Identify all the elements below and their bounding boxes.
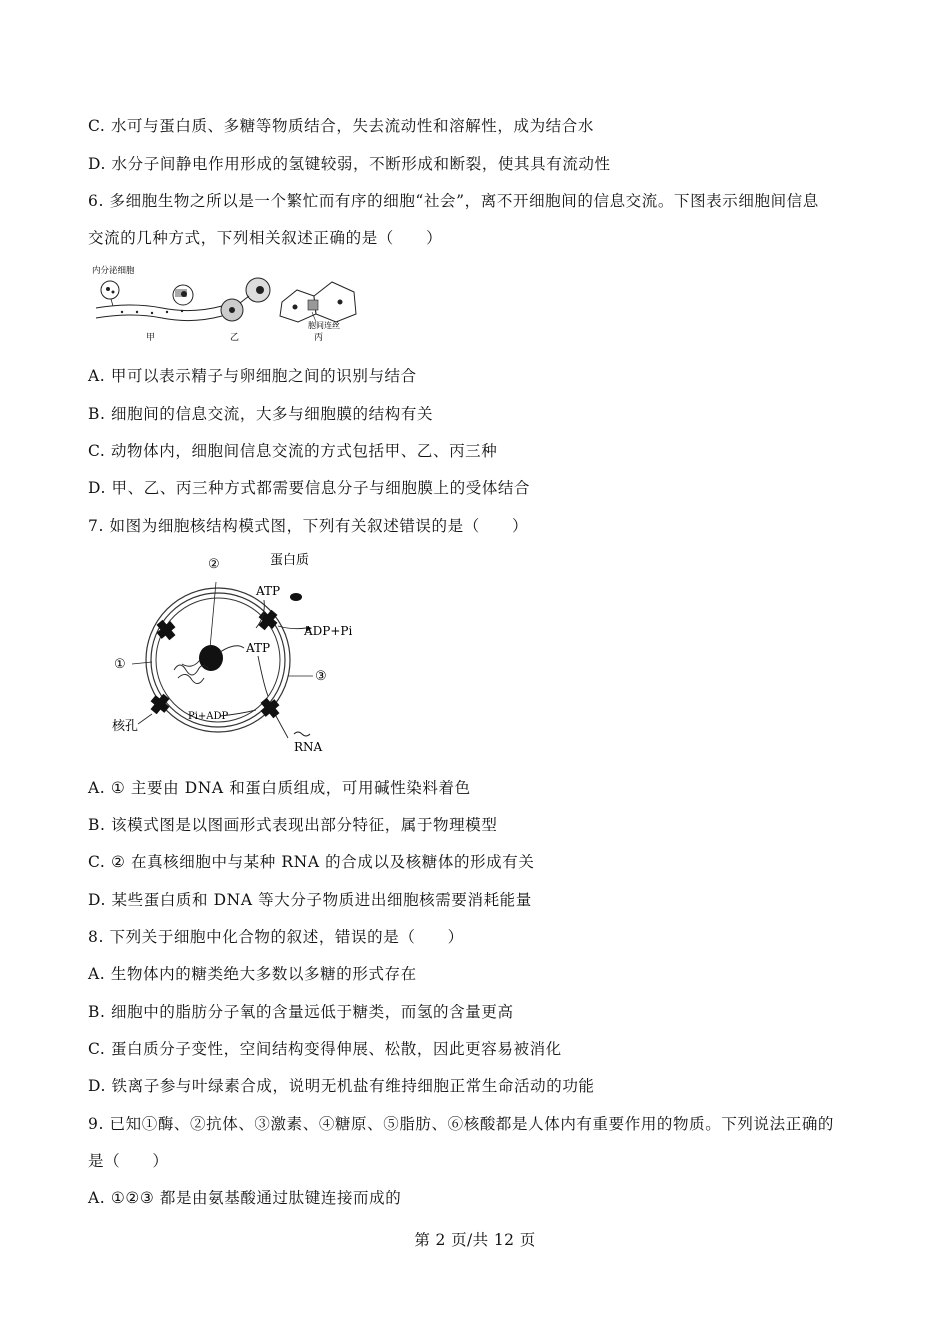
q7-option-b: B. 该模式图是以图画形式表现出部分特征，属于物理模型 (88, 816, 498, 834)
q6-stem-line-2: 交流的几种方式，下列相关叙述正确的是（ ） (88, 229, 443, 247)
marker-1: ① (114, 657, 126, 672)
q6-option-b: B. 细胞间的信息交流，大多与细胞膜的结构有关 (88, 405, 434, 423)
atp-mid-label: ATP (246, 641, 271, 655)
atp-top-label: ATP (256, 584, 281, 598)
label-jia: 甲 (146, 333, 156, 343)
q6-figure (92, 262, 362, 346)
nuclear-pore-label: 核孔 (112, 719, 139, 734)
q8-option-c: C. 蛋白质分子变性，空间结构变得伸展、松散，因此更容易被消化 (88, 1040, 562, 1058)
adp-pi-label: ADP+Pi (304, 624, 353, 638)
endocrine-cell-label: 内分泌细胞 (92, 266, 135, 276)
q8-option-b: B. 细胞中的脂肪分子氧的含量远低于糖类，而氢的含量更高 (88, 1003, 514, 1021)
q7-stem: 7. 如图为细胞核结构模式图，下列有关叙述错误的是（ ） (88, 517, 529, 535)
q9-option-a: A. ①②③ 都是由氨基酸通过肽键连接而成的 (88, 1189, 402, 1207)
nucleolus (199, 645, 223, 671)
plasmodesmata-label: 胞间连丝 (308, 321, 340, 330)
q8-stem: 8. 下列关于细胞中化合物的叙述，错误的是（ ） (88, 928, 464, 946)
leader-line-2 (210, 582, 216, 648)
protein-label: 蛋白质 (270, 553, 310, 568)
nuclear-pore-1 (153, 617, 180, 644)
q8-option-a: A. 生物体内的糖类绝大多数以多糖的形式存在 (88, 965, 417, 983)
endocrine-cell (101, 281, 119, 306)
q6-option-c: C. 动物体内，细胞间信息交流的方式包括甲、乙、丙三种 (88, 442, 498, 460)
marker-3: ③ (315, 669, 327, 684)
q5-option-c: C. 水可与蛋白质、多糖等物质结合，失去流动性和溶解性，成为结合水 (88, 117, 594, 135)
blood-vessel (96, 305, 222, 321)
q6-stem-line-1: 6. 多细胞生物之所以是一个繁忙而有序的细胞“社会”，离不开细胞间的信息交流。下图表示细胞间信息 (88, 192, 819, 210)
q7-option-d: D. 某些蛋白质和 DNA 等大分子物质进出细胞核需要消耗能量 (88, 891, 532, 909)
label-yi: 乙 (230, 333, 240, 343)
target-cell-jia (173, 285, 193, 305)
q9-stem-line-1: 9. 已知①酶、②抗体、③激素、④糖原、⑤脂肪、⑥核酸都是人体内有重要作用的物质。下列说法正确的 (88, 1115, 835, 1133)
marker-2: ② (208, 557, 220, 572)
protein-shape (290, 593, 302, 601)
q6-option-d: D. 甲、乙、丙三种方式都需要信息分子与细胞膜上的受体结合 (88, 479, 531, 497)
cells-bing (280, 282, 356, 322)
q8-option-d: D. 铁离子参与叶绿素合成，说明无机盐有维持细胞正常生命活动的功能 (88, 1077, 595, 1095)
q7-nucleus-figure (108, 548, 378, 758)
cells-yi (221, 278, 270, 321)
rna-label: RNA (294, 740, 323, 754)
q7-option-a: A. ① 主要由 DNA 和蛋白质组成，可用碱性染料着色 (88, 779, 471, 797)
pi-adp-label: Pi+ADP (188, 711, 229, 722)
q9-stem-line-2: 是（ ） (88, 1152, 169, 1170)
q7-option-c: C. ② 在真核细胞中与某种 RNA 的合成以及核糖体的形成有关 (88, 853, 535, 871)
page-footer: 第 2 页/共 12 页 (414, 1231, 536, 1249)
label-bing: 丙 (314, 333, 324, 343)
q6-option-a: A. 甲可以表示精子与卵细胞之间的识别与结合 (88, 367, 417, 385)
q5-option-d: D. 水分子间静电作用形成的氢键较弱，不断形成和断裂，使其具有流动性 (88, 155, 611, 173)
